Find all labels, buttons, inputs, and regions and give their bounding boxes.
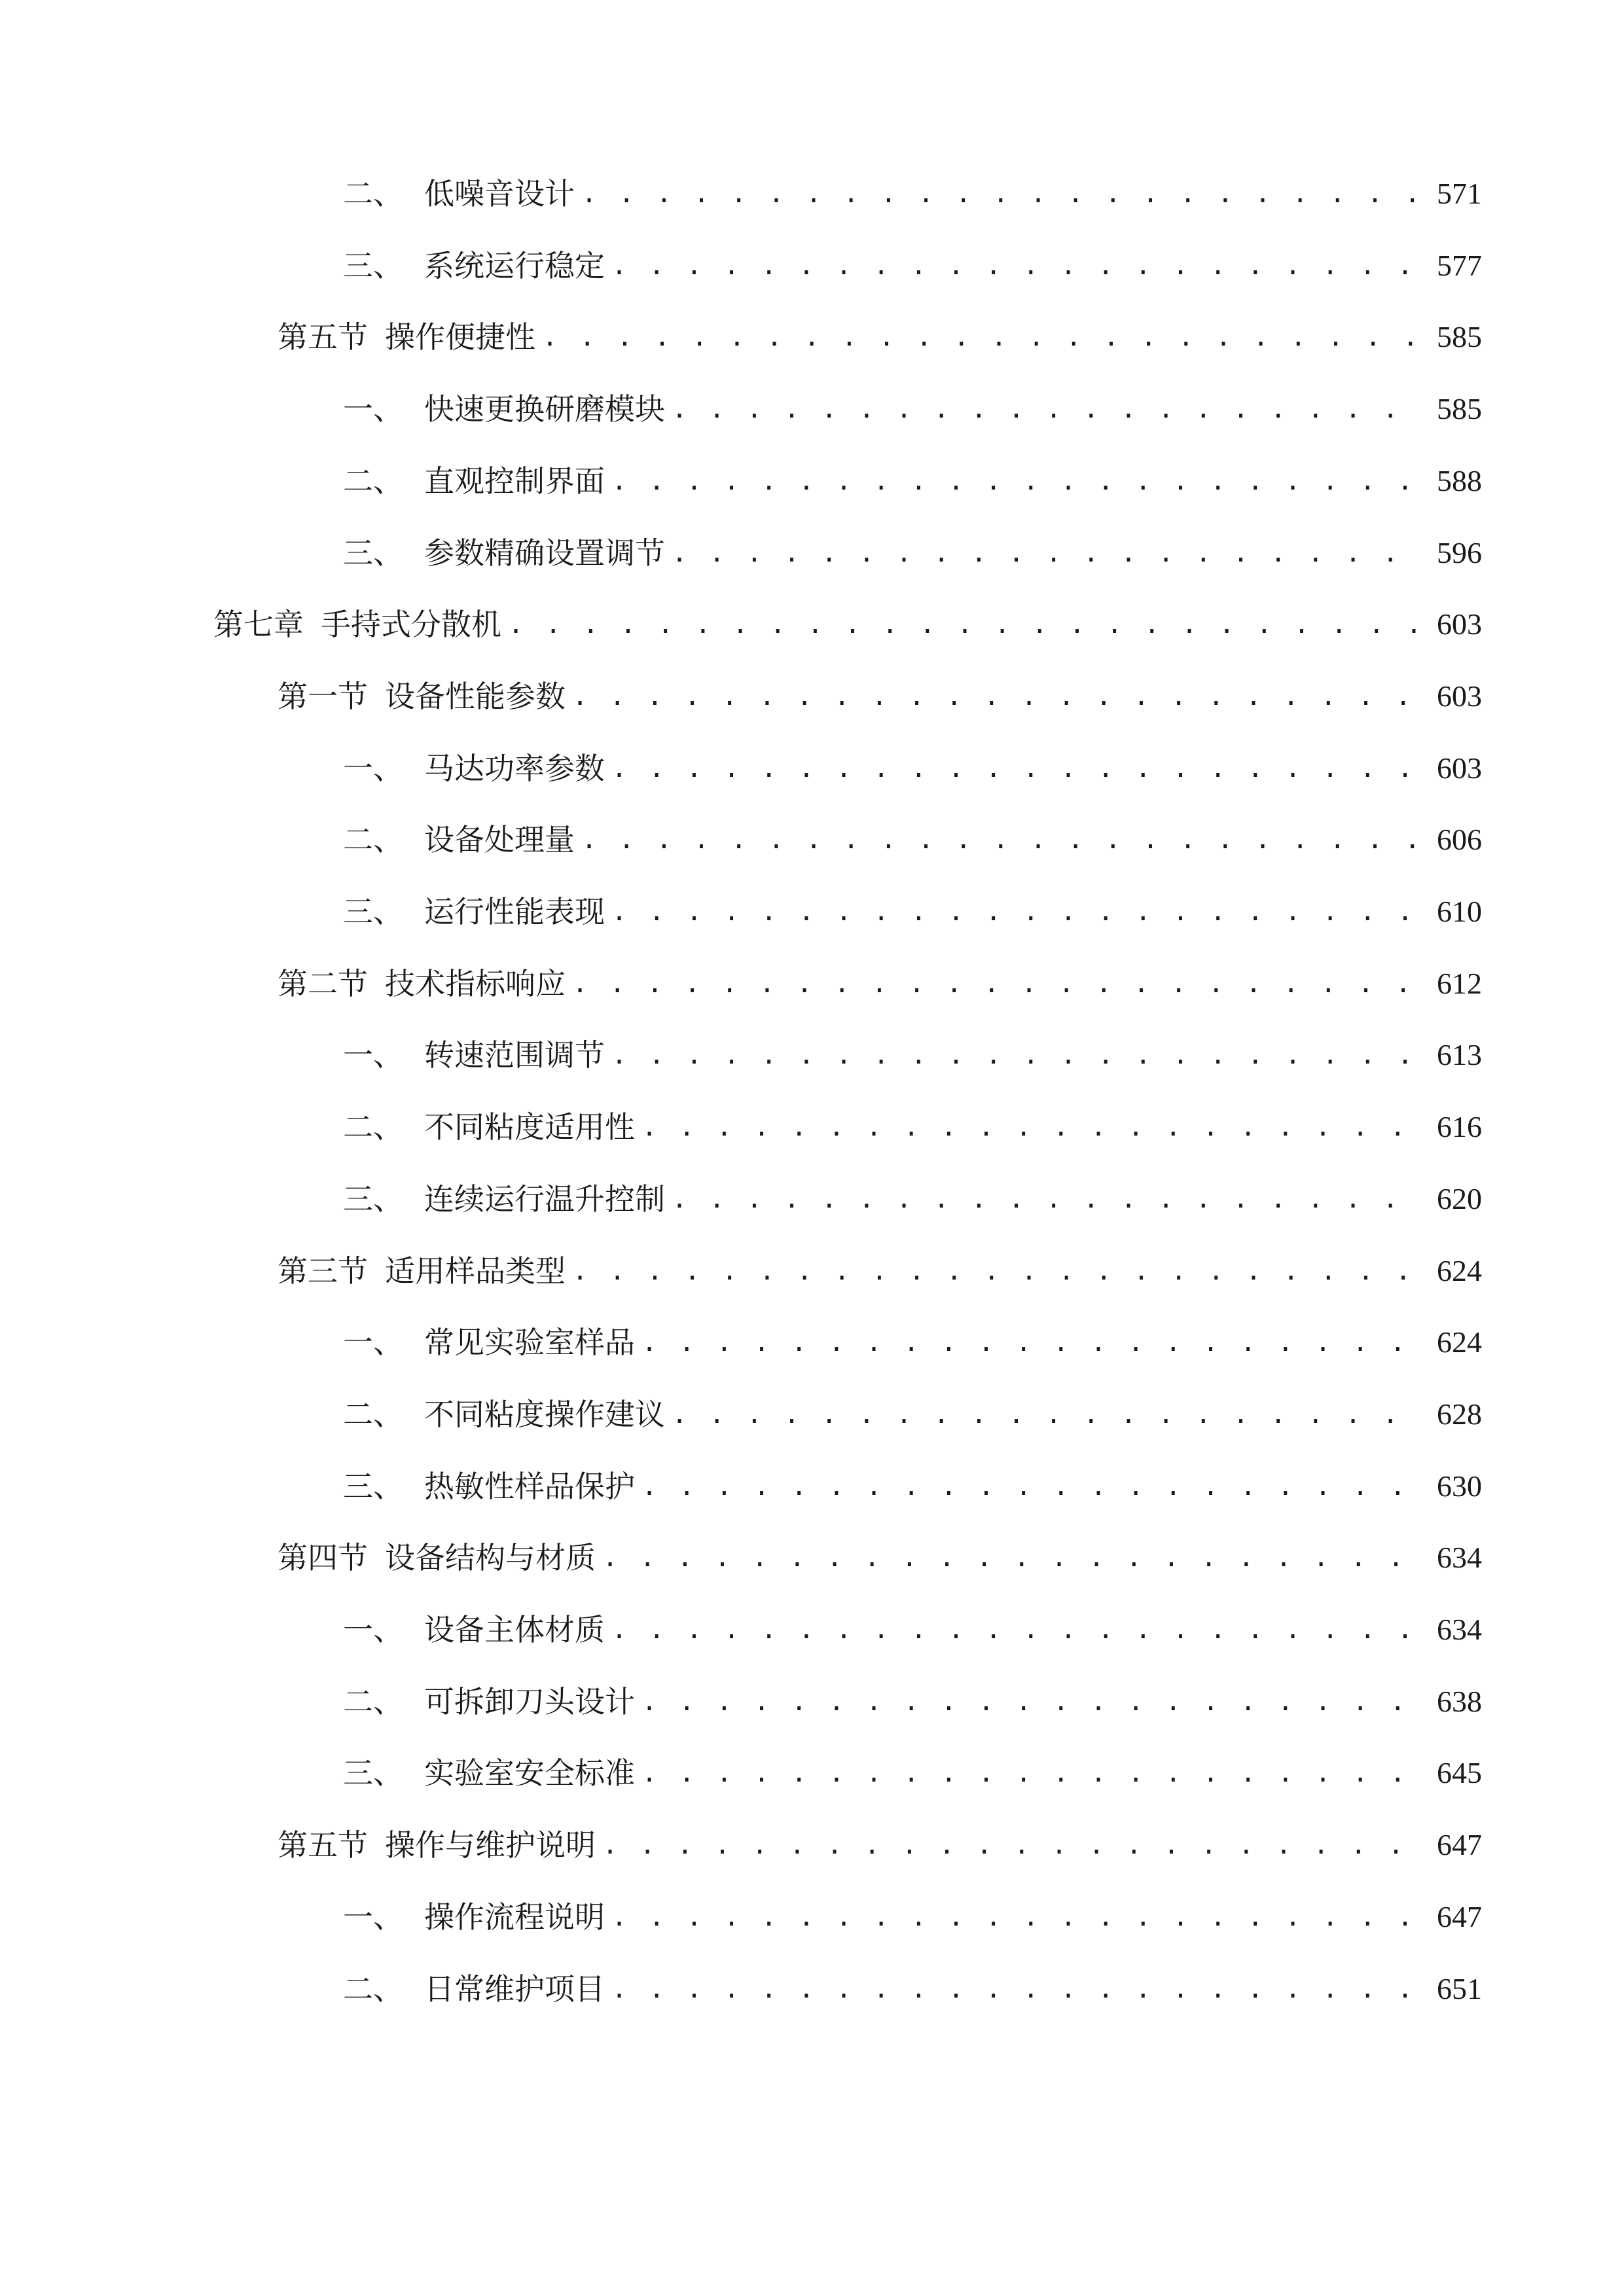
- toc-entry[interactable]: [343, 527, 1482, 579]
- toc-entry-page-number: 651: [1437, 1971, 1482, 2005]
- toc-entry-page-number: 628: [1437, 1397, 1482, 1431]
- toc-entry-number: 二、: [343, 1683, 403, 1719]
- dot-leader: [572, 670, 1420, 723]
- dot-leader: [641, 1460, 1420, 1513]
- toc-entry-number: 一、: [343, 1325, 403, 1361]
- toc-entry-page-number: 603: [1437, 679, 1482, 713]
- toc-entry-title: 技术指标响应: [385, 965, 566, 1001]
- dot-leader: [611, 455, 1420, 507]
- dot-leader: [602, 1532, 1420, 1584]
- toc-entry-page-number: 610: [1437, 895, 1482, 928]
- toc-entry-page-number: 603: [1437, 751, 1482, 785]
- toc-entry[interactable]: [343, 1676, 1482, 1728]
- toc-entry[interactable]: [343, 1460, 1482, 1513]
- dot-leader: [542, 311, 1420, 363]
- dot-leader: [581, 168, 1420, 220]
- toc-entry[interactable]: [343, 455, 1482, 507]
- toc-entry[interactable]: [343, 383, 1482, 435]
- dot-leader: [641, 1101, 1420, 1153]
- toc-entry-number: 三、: [343, 894, 403, 929]
- toc-entry-title: 设备性能参数: [385, 678, 566, 714]
- toc-entry[interactable]: [278, 958, 1482, 1010]
- toc-entry[interactable]: [343, 1747, 1482, 1799]
- toc-entry-number: 二、: [343, 463, 403, 499]
- toc-entry-number: 二、: [343, 1971, 403, 2007]
- toc-entry-page-number: 596: [1437, 535, 1482, 569]
- toc-entry-number: 三、: [343, 1755, 403, 1791]
- toc-entry[interactable]: [278, 311, 1482, 363]
- dot-leader: [672, 383, 1420, 435]
- toc-entry-page-number: 585: [1437, 320, 1482, 354]
- toc-entry-page-number: 603: [1437, 607, 1482, 641]
- dot-leader: [581, 814, 1420, 866]
- toc-entry[interactable]: [343, 1388, 1482, 1441]
- toc-entry-number: 一、: [343, 1037, 403, 1073]
- toc-entry-title: 适用样品类型: [385, 1253, 566, 1289]
- dot-leader: [672, 1173, 1420, 1225]
- toc-entry[interactable]: [343, 168, 1482, 220]
- dot-leader: [602, 1819, 1420, 1871]
- dot-leader: [611, 1029, 1420, 1081]
- toc-entry[interactable]: [343, 1963, 1482, 2015]
- toc-entry-page-number: 588: [1437, 463, 1482, 497]
- toc-entry-title: 不同粘度操作建议: [424, 1396, 665, 1432]
- toc-entry-number: 二、: [343, 176, 403, 211]
- toc-entry-number: 一、: [343, 750, 403, 786]
- toc-entry-page-number: 647: [1437, 1899, 1482, 1933]
- toc-entry[interactable]: [343, 1173, 1482, 1225]
- toc-entry-number: 第三节: [278, 1253, 368, 1289]
- dot-leader: [611, 240, 1420, 292]
- toc-entry-number: 三、: [343, 247, 403, 283]
- toc-entry-number: 三、: [343, 1468, 403, 1504]
- toc-entry-title: 设备主体材质: [424, 1612, 605, 1647]
- toc-entry-page-number: 577: [1437, 248, 1482, 282]
- toc-entry-page-number: 647: [1437, 1828, 1482, 1862]
- toc-entry-page-number: 571: [1437, 177, 1482, 210]
- toc-entry-title: 热敏性样品保护: [424, 1468, 635, 1504]
- toc-entry[interactable]: [278, 1532, 1482, 1584]
- toc-entry-number: 第五节: [278, 1827, 368, 1863]
- toc-entry-title: 转速范围调节: [424, 1037, 605, 1073]
- toc-entry-title: 操作流程说明: [424, 1899, 605, 1935]
- toc-entry-page-number: 585: [1437, 392, 1482, 426]
- toc-entry-page-number: 624: [1437, 1325, 1482, 1359]
- toc-entry-title: 设备结构与材质: [385, 1540, 596, 1576]
- toc-entry-title: 直观控制界面: [424, 463, 605, 499]
- toc-entry-number: 三、: [343, 535, 403, 571]
- toc-entry-title: 手持式分散机: [321, 607, 501, 643]
- dot-leader: [572, 958, 1420, 1010]
- toc-entry[interactable]: [278, 1819, 1482, 1871]
- toc-entry-page-number: 624: [1437, 1253, 1482, 1287]
- toc-entry-title: 设备处理量: [424, 822, 575, 858]
- toc-entry-number: 三、: [343, 1181, 403, 1217]
- toc-entry[interactable]: [343, 886, 1482, 938]
- toc-entry-page-number: 606: [1437, 823, 1482, 857]
- toc-entry-page-number: 616: [1437, 1110, 1482, 1144]
- dot-leader: [641, 1676, 1420, 1728]
- dot-leader: [611, 1604, 1420, 1656]
- toc-entry-title: 马达功率参数: [424, 750, 605, 786]
- toc-entry[interactable]: [343, 1101, 1482, 1153]
- dot-leader: [508, 598, 1420, 651]
- toc-entry[interactable]: [343, 742, 1482, 795]
- toc-entry-title: 快速更换研磨模块: [424, 391, 665, 427]
- dot-leader: [641, 1316, 1420, 1369]
- toc-entry[interactable]: [343, 1029, 1482, 1081]
- dot-leader: [611, 1963, 1420, 2015]
- toc-entry-title: 低噪音设计: [424, 176, 575, 211]
- toc-entry-number: 第四节: [278, 1540, 368, 1576]
- toc-entry-title: 不同粘度适用性: [424, 1109, 635, 1145]
- toc-entry-page-number: 638: [1437, 1684, 1482, 1718]
- toc-entry-page-number: 620: [1437, 1181, 1482, 1215]
- toc-entry-title: 参数精确设置调节: [424, 535, 665, 571]
- toc-entry[interactable]: [213, 598, 1482, 651]
- toc-entry-page-number: 634: [1437, 1541, 1482, 1575]
- toc-entry-page-number: 645: [1437, 1756, 1482, 1790]
- toc-entry-number: 二、: [343, 822, 403, 858]
- toc-entry-title: 可拆卸刀头设计: [424, 1683, 635, 1719]
- toc-entry-number: 二、: [343, 1109, 403, 1145]
- toc-entry[interactable]: [343, 814, 1482, 866]
- toc-entry-title: 操作便捷性: [385, 319, 535, 355]
- toc-entry[interactable]: [343, 1604, 1482, 1656]
- toc-entry-title: 实验室安全标准: [424, 1755, 635, 1791]
- dot-leader: [611, 886, 1420, 938]
- toc-entry-number: 二、: [343, 1396, 403, 1432]
- dot-leader: [672, 1388, 1420, 1441]
- toc-entry-number: 第二节: [278, 965, 368, 1001]
- toc-entry-number: 第一节: [278, 678, 368, 714]
- toc-entry-title: 连续运行温升控制: [424, 1181, 665, 1217]
- toc-entry-number: 一、: [343, 1612, 403, 1647]
- toc-entry-title: 运行性能表现: [424, 894, 605, 929]
- toc-entry-number: 第五节: [278, 319, 368, 355]
- dot-leader: [611, 742, 1420, 795]
- toc-entry[interactable]: [278, 1245, 1482, 1297]
- dot-leader: [672, 527, 1420, 579]
- toc-entry-number: 一、: [343, 391, 403, 427]
- toc-entry[interactable]: [343, 240, 1482, 292]
- toc-entry-page-number: 630: [1437, 1469, 1482, 1503]
- toc-entry-title: 常见实验室样品: [424, 1325, 635, 1361]
- dot-leader: [641, 1747, 1420, 1799]
- dot-leader: [611, 1891, 1420, 1943]
- toc-entry-title: 操作与维护说明: [385, 1827, 596, 1863]
- toc-entry-title: 日常维护项目: [424, 1971, 605, 2007]
- toc-entry-number: 一、: [343, 1899, 403, 1935]
- toc-entry[interactable]: [343, 1316, 1482, 1369]
- dot-leader: [572, 1245, 1420, 1297]
- toc-entry-page-number: 613: [1437, 1038, 1482, 1072]
- toc-entry[interactable]: [278, 670, 1482, 723]
- toc-entry-page-number: 612: [1437, 966, 1482, 1000]
- toc-entry[interactable]: [343, 1891, 1482, 1943]
- toc-entry-page-number: 634: [1437, 1613, 1482, 1646]
- toc-entry-number: 第七章: [213, 607, 304, 643]
- toc-entry-title: 系统运行稳定: [424, 247, 605, 283]
